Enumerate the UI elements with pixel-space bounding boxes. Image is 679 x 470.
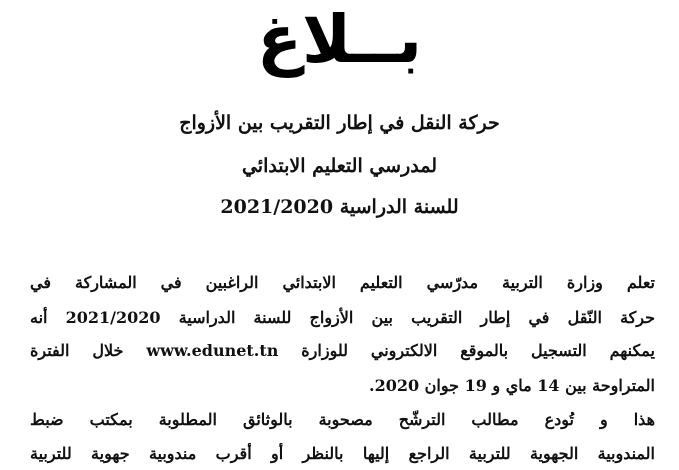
body-line-3: يمكنهم التسجيل بالموقع الالكتروني للوزارة www.edunet.tn خلال الفترة [30,341,656,360]
body-line-5: هذا و تُودع مطالب الترشّح مصحوبة بالوثائق المطلوبة بمكتب ضبط [30,410,656,429]
body-line-6: المندوبية الجهوية للتربية الراجع إليها بالنظر أو أقرب مندوبية جهوية للتربية [30,444,655,463]
body-line-2: حركة النّقل في إطار التقريب بين الأزواج للسنة الدراسية 2021/2020 أنه [30,308,656,327]
body-line-1: تعلم وزارة التربية مدرّسي التعليم الابتدائي الراغبين في المشاركة في [30,273,655,292]
headline-text: بــلاغ [256,1,423,78]
subtitle-line-3: للسنة الدراسية 2021/2020 [220,196,459,218]
notice-headline [0,0,679,100]
subtitle-line-1: حركة النقل في إطار التقريب بين الأزواج [179,112,500,134]
subtitle-line-2: لمدرسي التعليم الابتدائي [241,155,438,177]
body-line-4: المتراوحة بين 14 ماي و 19 جوان 2020. [368,376,655,395]
